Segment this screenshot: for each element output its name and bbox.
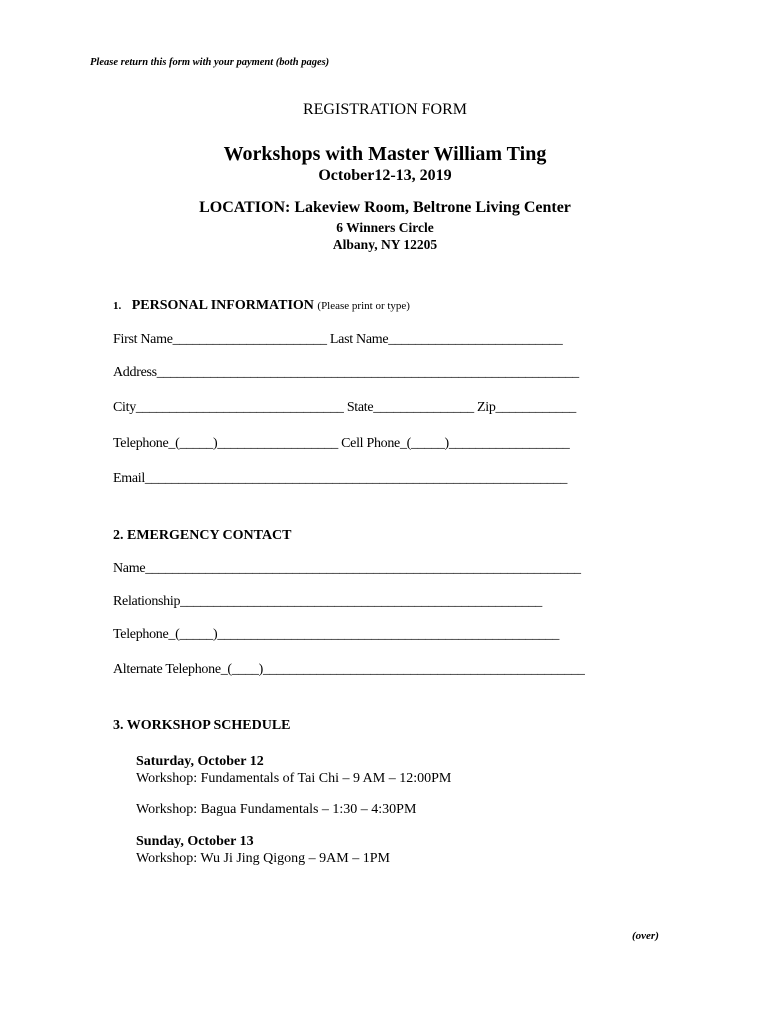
section-number: 1. bbox=[113, 300, 122, 312]
schedule-day-saturday: Saturday, October 12 bbox=[136, 754, 264, 769]
section-personal-information-heading bbox=[113, 298, 410, 314]
event-title: Workshops with Master William Ting bbox=[223, 143, 547, 165]
return-instruction-note: Please return this form with your payment (both pages) bbox=[90, 57, 330, 68]
section-emergency-contact-heading: 2. EMERGENCY CONTACT bbox=[113, 528, 292, 543]
section-note: (Please print or type) bbox=[317, 300, 410, 312]
address-line-1: 6 Winners Circle bbox=[336, 220, 434, 235]
schedule-day-sunday: Sunday, October 13 bbox=[136, 834, 254, 849]
event-dates: October12-13, 2019 bbox=[318, 167, 452, 184]
form-heading: REGISTRATION FORM bbox=[302, 101, 467, 118]
schedule-workshop-bagua: Workshop: Bagua Fundamentals – 1:30 – 4:30PM bbox=[136, 802, 417, 817]
emergency-alt-telephone-line[interactable]: Alternate Telephone_(____)________________________________________________ bbox=[113, 662, 585, 677]
schedule-workshop-tai-chi: Workshop: Fundamentals of Tai Chi – 9 AM – 12:00PM bbox=[136, 771, 452, 786]
telephone-fields-line[interactable]: Telephone_(_____)__________________ Cell Phone_(_____)__________________ bbox=[113, 436, 570, 451]
emergency-relationship-line[interactable]: Relationship______________________________________________________ bbox=[113, 594, 542, 609]
email-field-line[interactable]: Email_______________________________________________________________ bbox=[113, 471, 568, 486]
name-fields-line[interactable]: First Name_______________________ Last Name__________________________ bbox=[113, 332, 563, 347]
address-field-line[interactable]: Address_______________________________________________________________ bbox=[113, 365, 579, 380]
emergency-name-line[interactable]: Name_________________________________________________________________ bbox=[113, 561, 581, 576]
schedule-workshop-qigong: Workshop: Wu Ji Jing Qigong – 9AM – 1PM bbox=[136, 851, 390, 866]
page-over-note: (over) bbox=[632, 930, 659, 942]
section-title: PERSONAL INFORMATION bbox=[131, 298, 314, 313]
city-state-zip-line[interactable]: City_______________________________ State_______________ Zip____________ bbox=[113, 400, 576, 415]
event-location: LOCATION: Lakeview Room, Beltrone Living Center bbox=[199, 199, 571, 216]
section-workshop-schedule-heading: 3. WORKSHOP SCHEDULE bbox=[113, 718, 291, 733]
address-line-2: Albany, NY 12205 bbox=[332, 237, 438, 252]
emergency-telephone-line[interactable]: Telephone_(_____)___________________________________________________ bbox=[113, 627, 560, 642]
